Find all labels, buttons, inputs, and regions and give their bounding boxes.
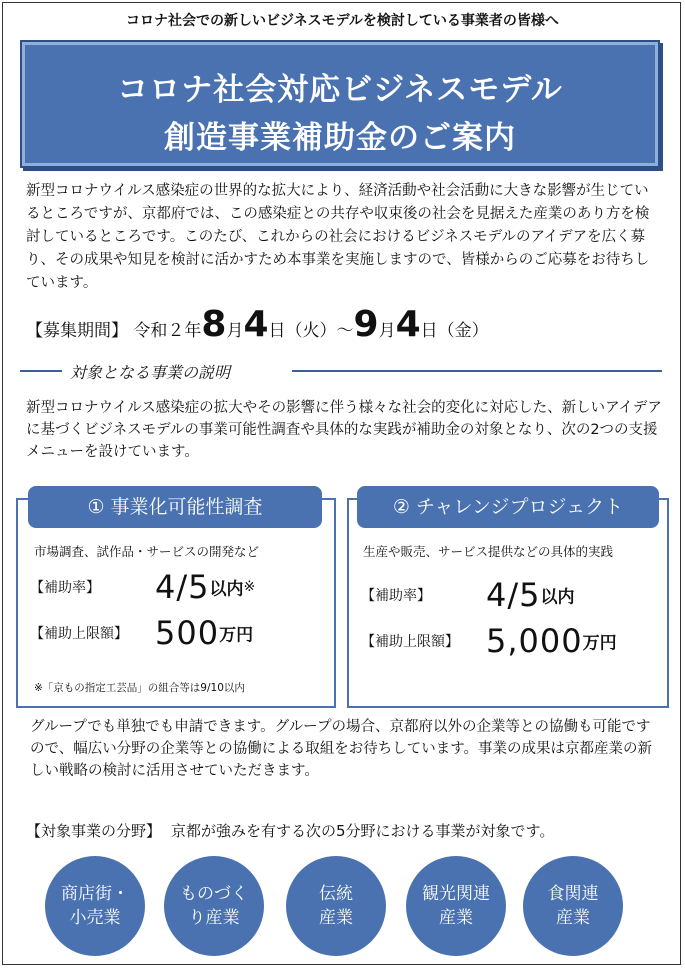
rate-value: 4/5 <box>155 568 210 606</box>
menu-title: ② チャレンジプロジェクト <box>357 486 659 528</box>
period-label: 【募集期間】 <box>26 321 128 341</box>
cap-label: 【補助上限額】 <box>361 634 459 650</box>
title-banner <box>20 40 660 168</box>
title-line-1: コロナ社会対応ビジネスモデル <box>117 72 563 108</box>
field-line-1: 観光関連 <box>422 884 490 904</box>
menu-card-feasibility <box>16 498 336 708</box>
intro-paragraph: 新型コロナウイルス感染症の世界的な拡大により、経済活動や社会活動に大きな影響が生じているところですが、京都府では、この感染症との共存や収束後の社会を見据えた産業のあり方を検討しているところです。このたび、これからの社会におけるビジネスモデルのアイデアを広く募り、その成果や知見を検討に活かすため本事業を実施しますので、皆様からのご応募をお待ちしています。 <box>26 183 650 291</box>
menu-subtitle: 生産や販売、サービス提供などの具体的実践 <box>363 544 614 559</box>
field-line-2: 産業 <box>439 908 473 928</box>
day-char-2: 日 <box>420 321 438 341</box>
section-heading <box>20 360 662 382</box>
field-circle-traditional <box>286 856 386 956</box>
field-line-2: 小売業 <box>69 908 121 928</box>
rate-row <box>30 568 255 606</box>
field-circle-food <box>523 856 623 956</box>
period-era: 令和２年 <box>133 321 202 341</box>
fields-line <box>26 820 554 841</box>
heading-rule-right <box>292 370 662 372</box>
cap-label: 【補助上限額】 <box>30 626 128 642</box>
field-line-2: 産業 <box>556 908 590 928</box>
end-weekday: （金） <box>437 321 489 341</box>
day-char: 日 <box>268 321 286 341</box>
group-paragraph: グループでも単独でも申請できます。グループの場合、京都府以外の企業等との協働も可能ですので、幅広い分野の企業等との協働による取組をお待ちしています。事業の成果は京都産業の新しい戦略の検討に活用させていただきます。 <box>30 719 653 779</box>
cap-unit: 万円 <box>219 625 254 646</box>
cap-unit: 万円 <box>582 633 617 654</box>
section-heading-text: 対象となる事業の説明 <box>70 363 231 382</box>
cap-value: 500 <box>155 614 220 652</box>
rate-mark: ※ <box>243 579 256 595</box>
rate-value: 4/5 <box>486 576 541 614</box>
menu-card-challenge <box>347 498 669 708</box>
start-day: 4 <box>243 304 269 345</box>
end-month: 9 <box>353 304 379 345</box>
end-day: 4 <box>395 304 421 345</box>
month-char: 月 <box>226 321 244 341</box>
rate-unit: 以内 <box>209 579 244 600</box>
cap-value: 5,000 <box>486 622 583 660</box>
section-description: 新型コロナウイルス感染症の拡大やその影響に伴う様々な社会的変化に対応した、新しいアイデアに基づくビジネスモデルの事業可能性調査や具体的な実践が補助金の対象となり、次の2つの支援メニューを設けています。 <box>26 400 662 460</box>
field-circle-tourism <box>406 856 506 956</box>
field-line-1: 伝統 <box>319 884 353 904</box>
field-circle-shopping <box>45 856 145 956</box>
field-circle-manufacturing <box>164 856 264 956</box>
field-line-2: 産業 <box>319 908 353 928</box>
application-period <box>26 304 489 345</box>
rate-unit: 以内 <box>540 587 575 608</box>
title-line-2: 創造事業補助金のご案内 <box>164 120 516 156</box>
start-weekday: （火） <box>285 321 337 341</box>
cap-row <box>361 622 617 660</box>
start-month: 8 <box>201 304 227 345</box>
fields-text: 京都が強みを有する次の5分野における事業が対象です。 <box>171 822 555 840</box>
menu-note: ※「京もの指定工芸品」の組合等は9/10以内 <box>34 682 245 694</box>
field-line-1: 食関連 <box>547 884 599 904</box>
month-char-2: 月 <box>378 321 396 341</box>
menu-title: ① 事業化可能性調査 <box>28 486 322 528</box>
period-tilde: ～ <box>336 321 354 341</box>
field-line-1: 商店街・ <box>61 884 129 904</box>
rate-label: 【補助率】 <box>361 588 431 604</box>
lead-text: コロナ社会での新しいビジネスモデルを検討している事業者の皆様へ <box>126 13 559 29</box>
menu-subtitle: 市場調査、試作品・サービスの開発など <box>34 544 260 559</box>
rate-label: 【補助率】 <box>30 580 100 596</box>
field-line-2: り産業 <box>188 908 240 928</box>
fields-heading: 【対象事業の分野】 <box>26 822 162 840</box>
cap-row <box>30 614 253 652</box>
heading-rule-left <box>20 370 62 372</box>
rate-row <box>361 576 575 614</box>
field-line-1: ものづく <box>180 884 248 904</box>
field-circles <box>0 856 685 956</box>
